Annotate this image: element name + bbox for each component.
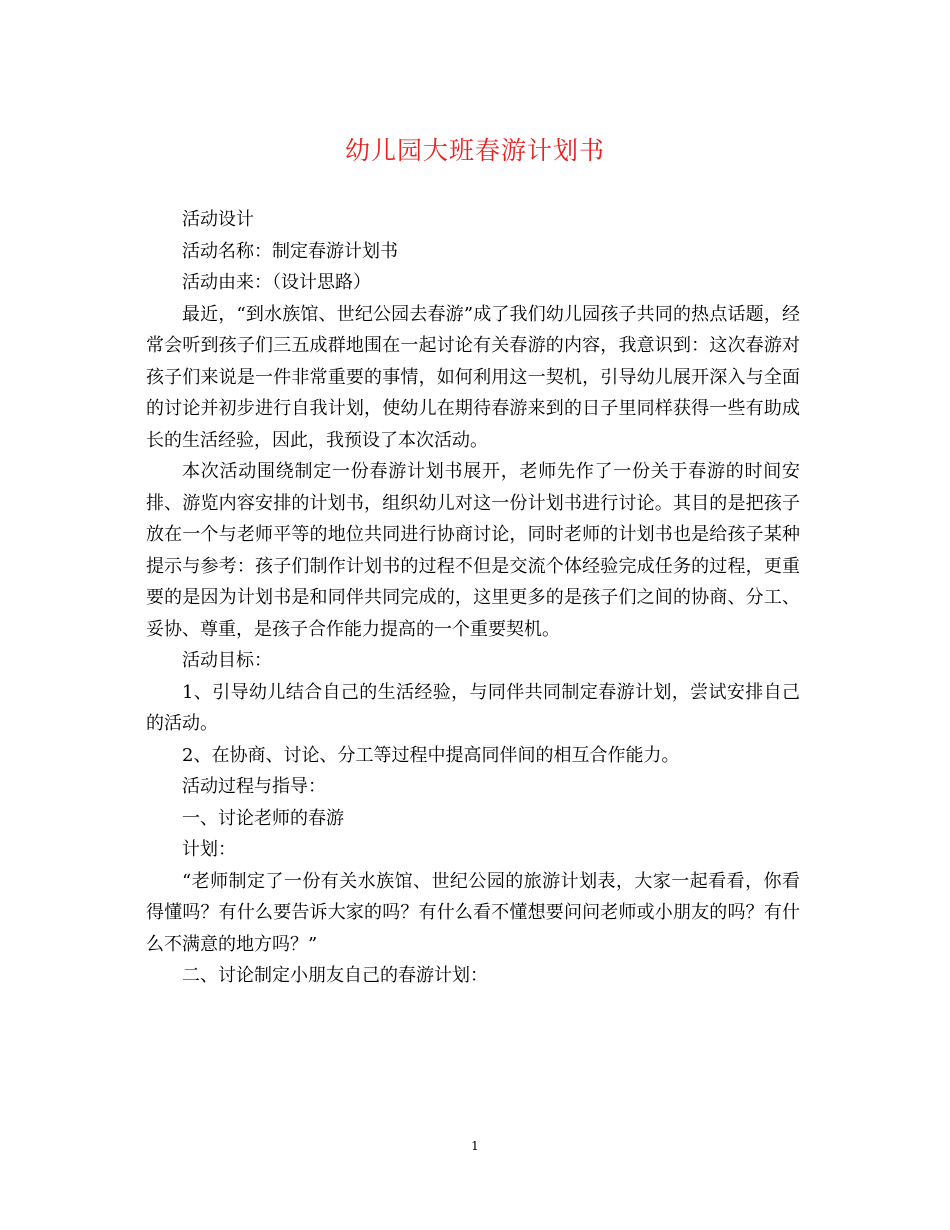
document-body <box>146 204 800 992</box>
document-title: 幼儿园大班春游计划书 <box>344 136 605 165</box>
paragraph-goal-2: 2、在协商、讨论、分工等过程中提高同伴间的相互合作能力。 <box>182 744 680 766</box>
paragraph-step-1-heading: 一、讨论老师的春游 <box>182 807 344 829</box>
paragraph-activity-origin: 活动由来：（设计思路） <box>182 272 371 293</box>
paragraph-teacher-quote: “老师制定了一份有关水族馆、世纪公园的旅游计划表，大家一起看看，你看得懂吗？有什么要告诉大家的吗？有什么看不懂想要问问老师或小朋友的吗？有什么不满意的地方吗？” <box>146 870 800 955</box>
paragraph-activity-design: 活动设计 <box>182 209 254 230</box>
paragraph-step-1-plan: 计划： <box>182 839 236 860</box>
paragraph-process-heading: 活动过程与指导： <box>182 776 326 797</box>
paragraph-recent-topic: 最近，“到水族馆、世纪公园去春游”成了我们幼儿园孩子共同的热点话题，经常会听到孩子们三五成群地围在一起讨论有关春游的内容，我意识到：这次春游对孩子们来说是一件非常重要的事情，如何利用这一契机，引导幼儿展开深入与全面的讨论并初步进行自我计划，使幼儿在期待春游来到的日子里同样获得一些有助成长的生活经验，因此，我预设了本次活动。 <box>146 303 800 451</box>
paragraph-activity-name: 活动名称：制定春游计划书 <box>182 240 398 262</box>
paragraph-step-2-heading: 二、讨论制定小朋友自己的春游计划： <box>182 965 488 986</box>
page-number: 1 <box>471 1139 479 1153</box>
paragraph-activity-overview: 本次活动围绕制定一份春游计划书展开，老师先作了一份关于春游的时间安排、游览内容安排的计划书，组织幼儿对这一份计划书进行讨论。其目的是把孩子放在一个与老师平等的地位共同进行协商讨论，同时老师的计划书也是给孩子某种提示与参考：孩子们制作计划书的过程不但是交流个体经验完成任务的过程，更重要的是因为计划书是和同伴共同完成的，这里更多的是孩子们之间的协商、分工、妥协、尊重，是孩子合作能力提高的一个重要契机。 <box>146 461 800 640</box>
paragraph-goal-1: 1、引导幼儿结合自己的生活经验，与同伴共同制定春游计划，尝试安排自己的活动。 <box>146 681 800 734</box>
paragraph-activity-goals-heading: 活动目标： <box>182 650 272 671</box>
